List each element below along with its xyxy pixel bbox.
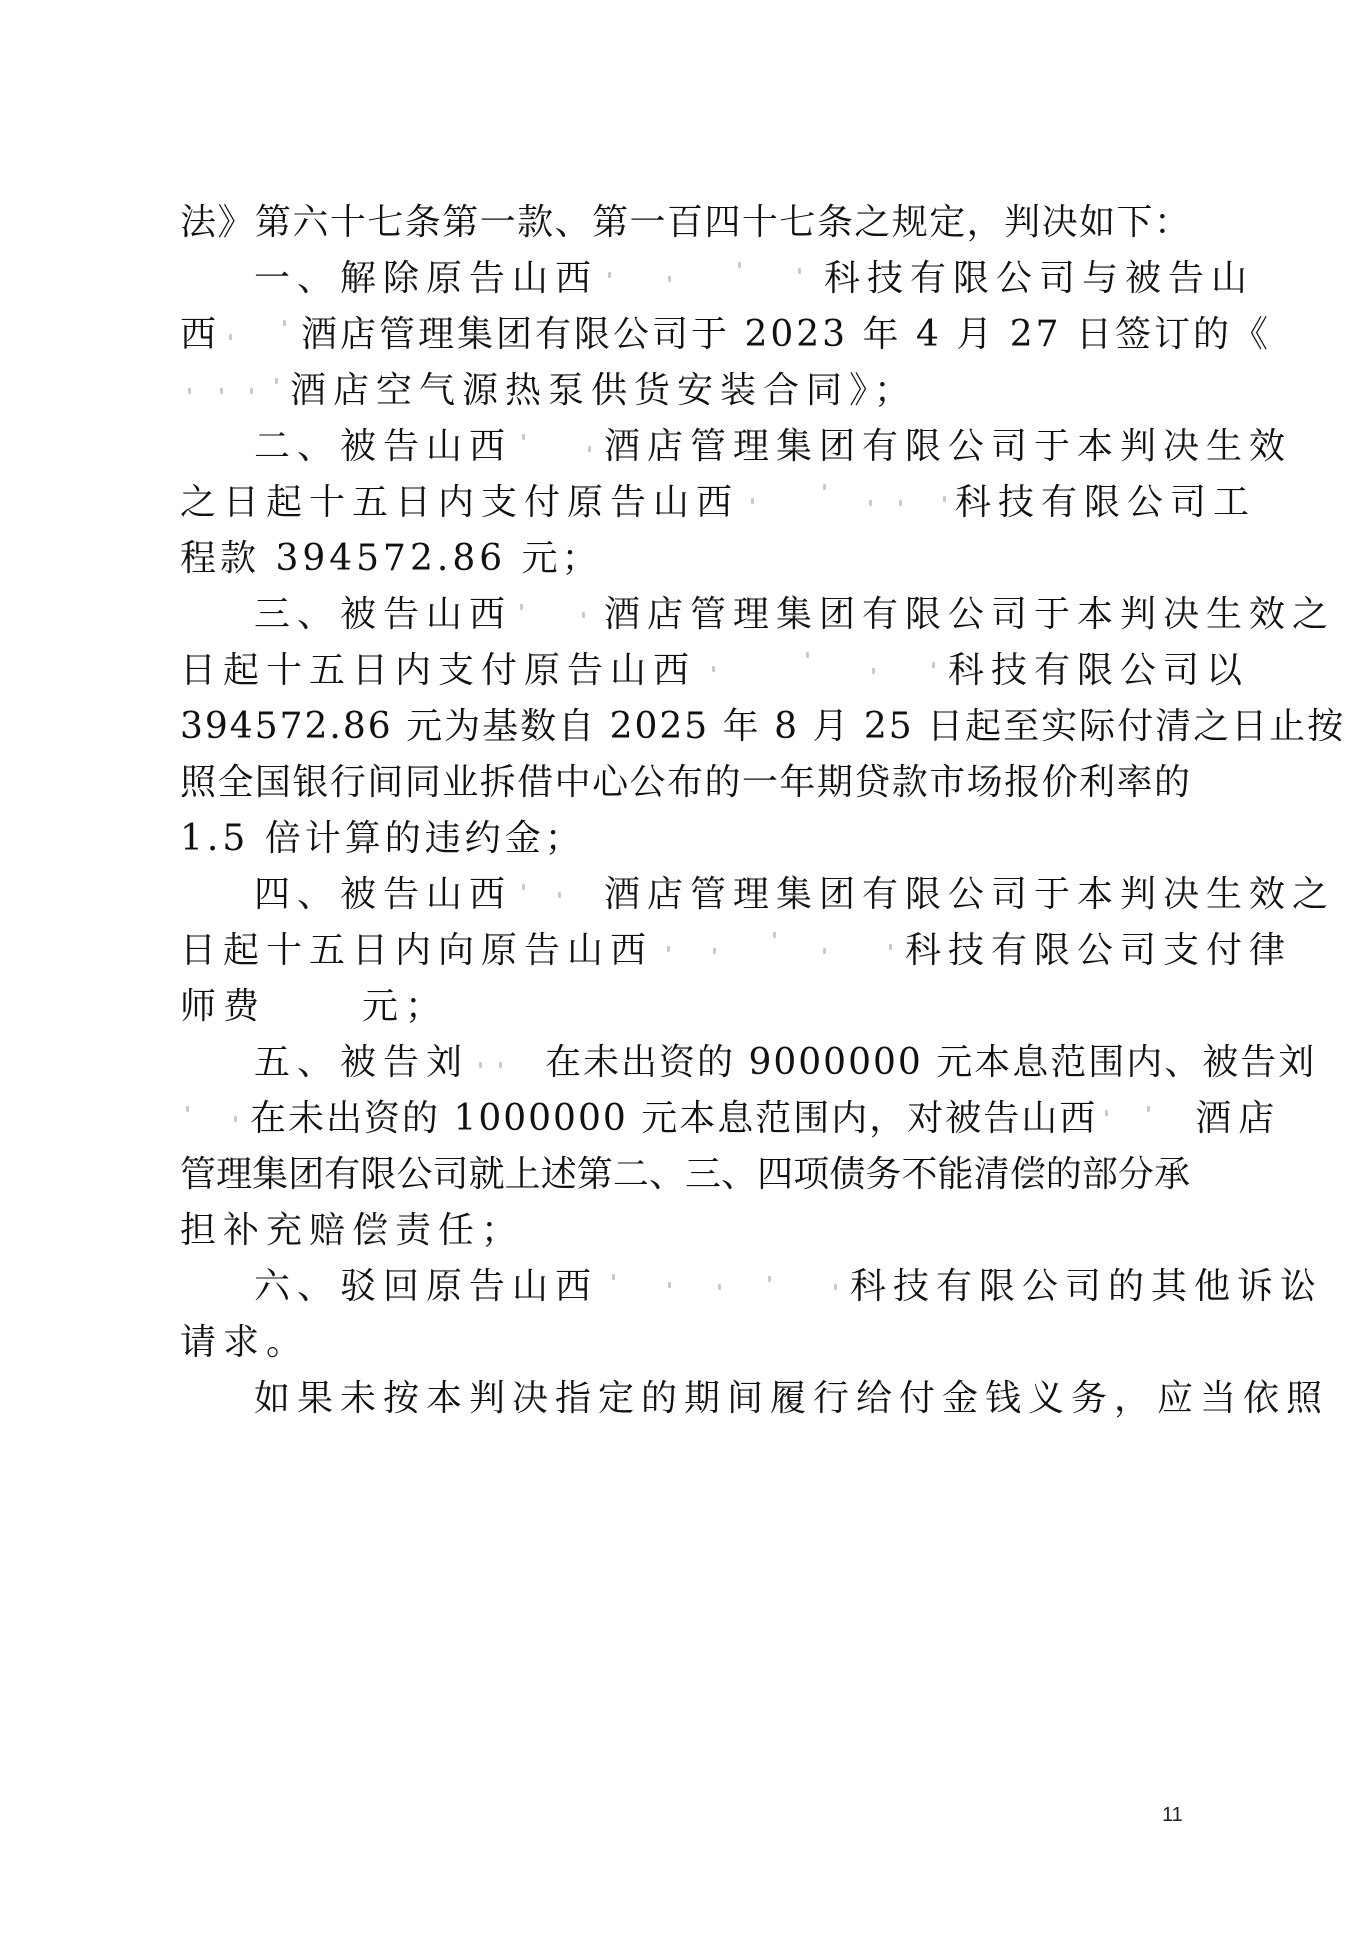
text-segment: 日起十五日内向原告山西 — [180, 930, 654, 971]
text-segment: 酒店管理集团有限公司于本判决生效之 — [604, 594, 1336, 635]
text-segment: 六、驳回原告山西 — [254, 1266, 599, 1307]
redaction-mark — [512, 590, 604, 626]
text-segment: 科技有限公司以 — [948, 650, 1250, 691]
text-segment: 科技有限公司工 — [955, 482, 1257, 523]
redaction-mark — [180, 1094, 250, 1130]
text-segment: 师费 — [180, 986, 267, 1027]
redaction-mark — [696, 646, 948, 682]
redaction-mark — [512, 422, 604, 458]
text-segment: 五、被告刘 — [254, 1042, 470, 1083]
text-segment: 科技有限公司的其他诉讼 — [850, 1266, 1324, 1307]
text-segment: 请求。 — [180, 1322, 310, 1363]
text-segment: 一、解除原告山西 — [254, 258, 599, 299]
redaction-mark — [180, 366, 290, 402]
text-line-22 — [254, 1366, 1330, 1432]
text-segment: 三、被告山西 — [254, 594, 513, 635]
redaction-mark — [598, 254, 824, 290]
text-segment: 在未出资的 9000000 元本息范围内、被告刘 — [545, 1042, 1317, 1083]
text-segment: 西 — [180, 314, 224, 355]
text-segment: 元； — [362, 986, 449, 1027]
text-segment: 394572.86 元为基数自 2025 年 8 月 25 日起至实际付清之日止按 — [180, 706, 1346, 747]
text-segment: 科技有限公司与被告山 — [824, 258, 1255, 299]
text-segment: 四、被告山西 — [254, 874, 513, 915]
redaction-mark — [512, 870, 604, 906]
text-segment: 日起十五日内支付原告山西 — [180, 650, 697, 691]
text-segment: 在未出资的 1000000 元本息范围内，对被告山西 — [250, 1098, 1098, 1139]
text-segment: 酒店管理集团有限公司于本判决生效 — [604, 426, 1293, 467]
text-segment: 酒店管理集团有限公司于本判决生效之 — [604, 874, 1336, 915]
redaction-mark — [598, 1262, 850, 1298]
text-segment: 如果未按本判决指定的期间履行给付金钱义务，应当依照 — [254, 1378, 1330, 1419]
text-segment: 担补充赔偿责任； — [180, 1210, 525, 1251]
text-segment: 法》第六十七条第一款、第一百四十七条之规定，判决如下： — [180, 202, 1190, 243]
text-segment: 酒店管理集团有限公司于 2023 年 4 月 27 日签订的《 — [301, 314, 1272, 355]
redaction-mark — [469, 1038, 545, 1074]
text-segment: 酒店 — [1195, 1098, 1282, 1139]
text-segment: 之日起十五日内支付原告山西 — [180, 482, 740, 523]
redaction-mark — [266, 982, 362, 1018]
text-segment: 科技有限公司支付律 — [905, 930, 1293, 971]
text-segment: 二、被告山西 — [254, 426, 513, 467]
text-segment: 管理集团有限公司就上述第二、三、四项债务不能清偿的部分承 — [180, 1154, 1190, 1195]
redaction-mark — [739, 478, 955, 514]
text-segment: 照全国银行间同业拆借中心公布的一年期贷款市场报价利率的 — [180, 762, 1190, 803]
redaction-mark — [653, 926, 905, 962]
text-segment: 1.5 倍计算的违约金； — [180, 818, 585, 859]
redaction-mark — [1097, 1094, 1195, 1130]
text-segment: 程款 394572.86 元； — [180, 538, 602, 579]
redaction-mark — [223, 310, 301, 346]
page-number: 11 — [1162, 1804, 1183, 1826]
text-segment: 酒店空气源热泵供货安装合同》； — [290, 370, 918, 411]
